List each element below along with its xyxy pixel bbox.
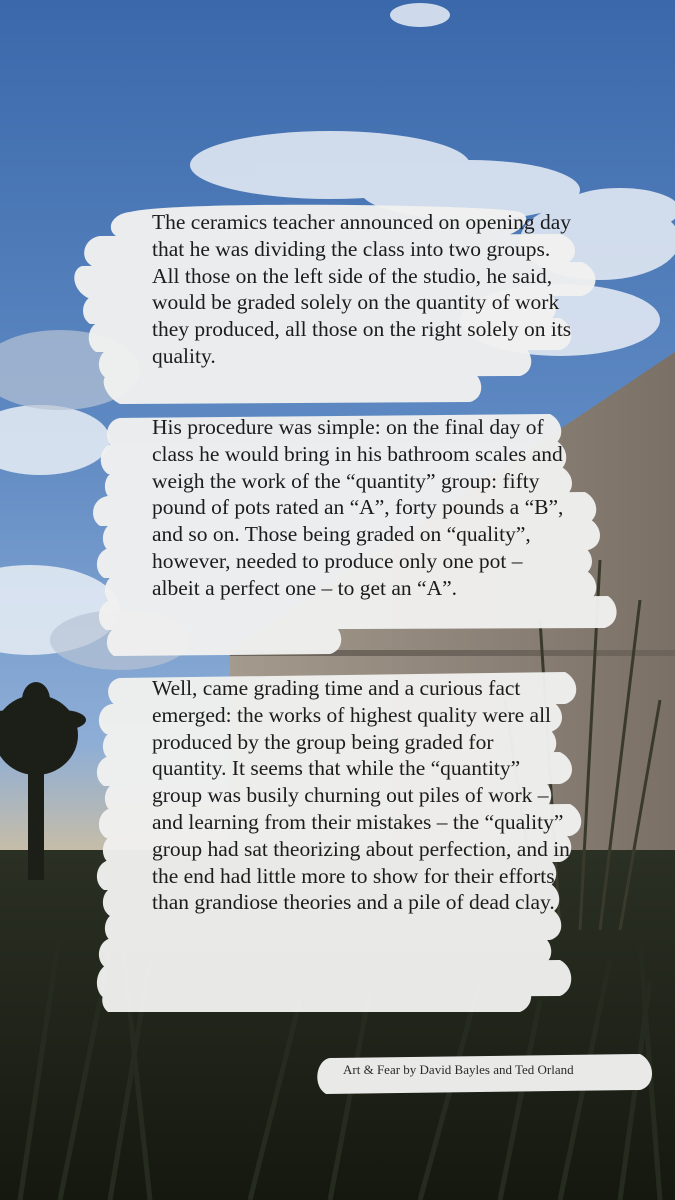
paragraph-1: The ceramics teacher announced on opening day that he was dividing the class into two groups. All those on the left side of the studio, he said, would be graded solely on the quantity of work they produced, all those on the right solely on its quality. xyxy=(152,210,572,368)
paragraph-3: Well, came grading time and a curious fact emerged: the works of highest quality were all produced by the group being graded for quantity. It seems that while the “quantity” group was busily churning out piles of work – and learning from their mistakes – the “quality” group had sat theorizing about perfection, and in the end had little more to show for their efforts than grandiose theories and a pile of dead clay. xyxy=(152,676,570,915)
paragraph-2: His procedure was simple: on the final day of class he would bring in his bathroom scales and weigh the work of the “quantity” group: fifty pound of pots rated an “A”, forty pounds a “B”, and so on. Those being graded on “quality”, however, needed to produce only one pot – albeit a perfect one – to get an “A”. xyxy=(152,415,564,600)
book-credit: Art & Fear by David Bayles and Ted Orland xyxy=(343,1062,574,1077)
